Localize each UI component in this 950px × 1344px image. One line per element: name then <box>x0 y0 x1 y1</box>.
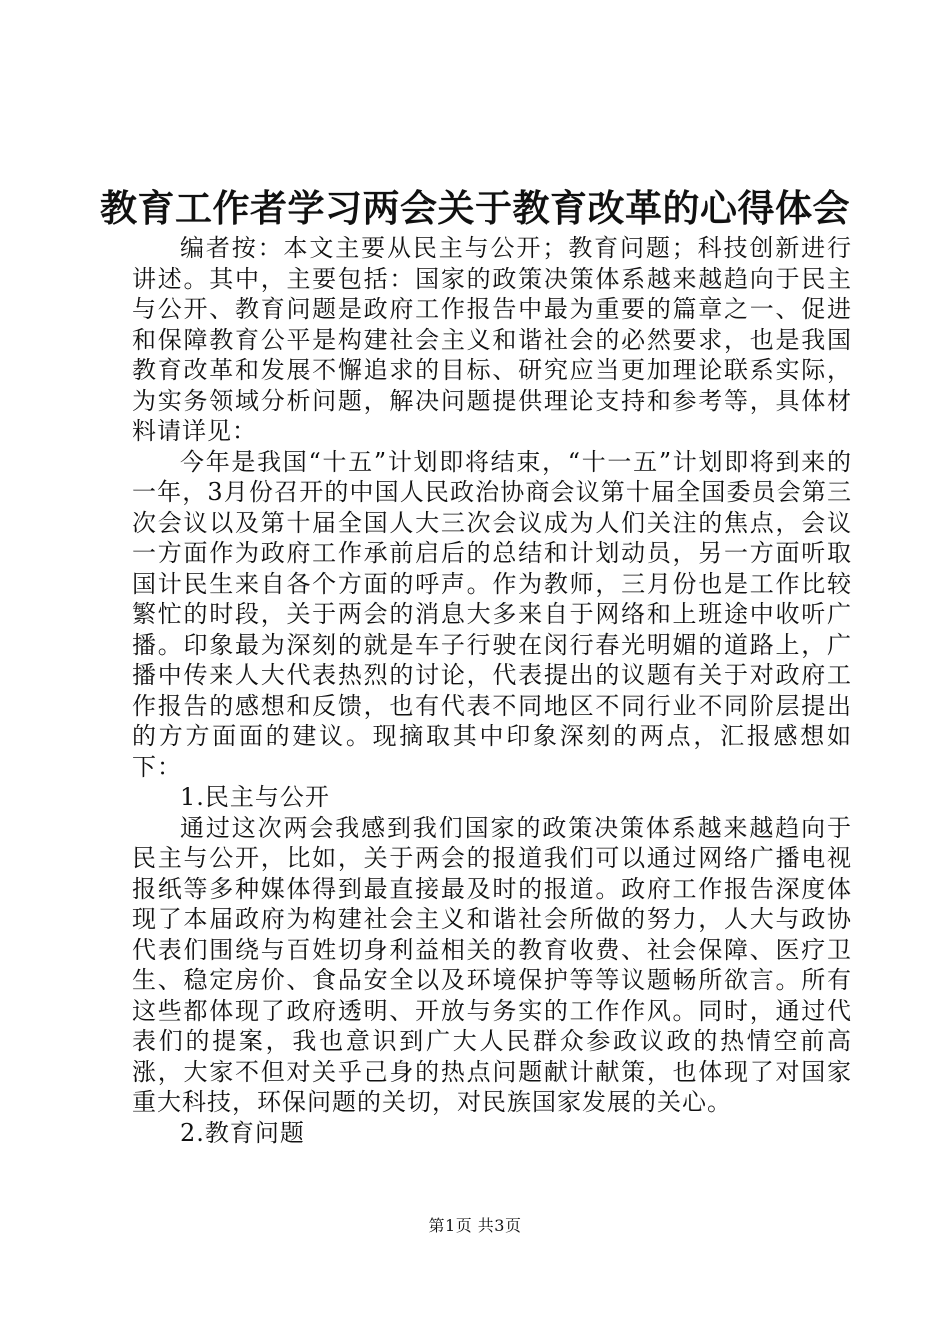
section-heading-democracy: 1.民主与公开 <box>180 783 330 811</box>
editor-note-paragraph: 编者按：本文主要从民主与公开；教育问题；科技创新进行讲述。其中，主要包括：国家的政策决策体系越来越趋向于民主与公开、教育问题是政府工作报告中最为重要的篇章之一、促进和保障教育公平是构建社会主义和谐社会的必然要求，也是我国教育改革和发展不懈追求的目标、研究应当更加理论联系实际，为实务领域分析问题，解决问题提供理论支持和参考等，具体材料请详见： <box>132 234 852 445</box>
document-body <box>132 233 852 1148</box>
document-title: 教育工作者学习两会关于教育改革的心得体会 <box>100 186 850 230</box>
page-footer: 第1页 共3页 <box>428 1216 522 1235</box>
democracy-paragraph: 通过这次两会我感到我们国家的政策决策体系越来越趋向于民主与公开，比如，关于两会的报道我们可以通过网络广播电视报纸等多种媒体得到最直接最及时的报道。政府工作报告深度体现了本届政府为构建社会主义和谐社会所做的努力，人大与政协代表们围绕与百姓切身利益相关的教育收费、社会保障、医疗卫生、稳定房价、食品安全以及环境保护等等议题畅所欲言。所有这些都体现了政府透明、开放与务实的工作作风。同时，通过代表们的提案，我也意识到广大人民群众参政议政的热情空前高涨，大家不但对关乎己身的热点问题献计献策，也体现了对国家重大科技，环保问题的关切，对民族国家发展的关心。 <box>132 813 852 1116</box>
intro-paragraph: 今年是我国“十五”计划即将结束，“十一五”计划即将到来的一年，3月份召开的中国人民政治协商会议第十届全国委员会第三次会议以及第十届全国人大三次会议成为人们关注的焦点，会议一方面作为政府工作承前启后的总结和计划动员，另一方面听取国计民生来自各个方面的呼声。作为教师，三月份也是工作比较繁忙的时段，关于两会的消息大多来自于网络和上班途中收听广播。印象最为深刻的就是车子行驶在闵行春光明媚的道路上，广播中传来人大代表热烈的讨论，代表提出的议题有关于对政府工作报告的感想和反馈，也有代表不同地区不同行业不同阶层提出的方方面面的建议。现摘取其中印象深刻的两点，汇报感想如下： <box>132 447 852 781</box>
section-heading-education: 2.教育问题 <box>180 1118 305 1147</box>
